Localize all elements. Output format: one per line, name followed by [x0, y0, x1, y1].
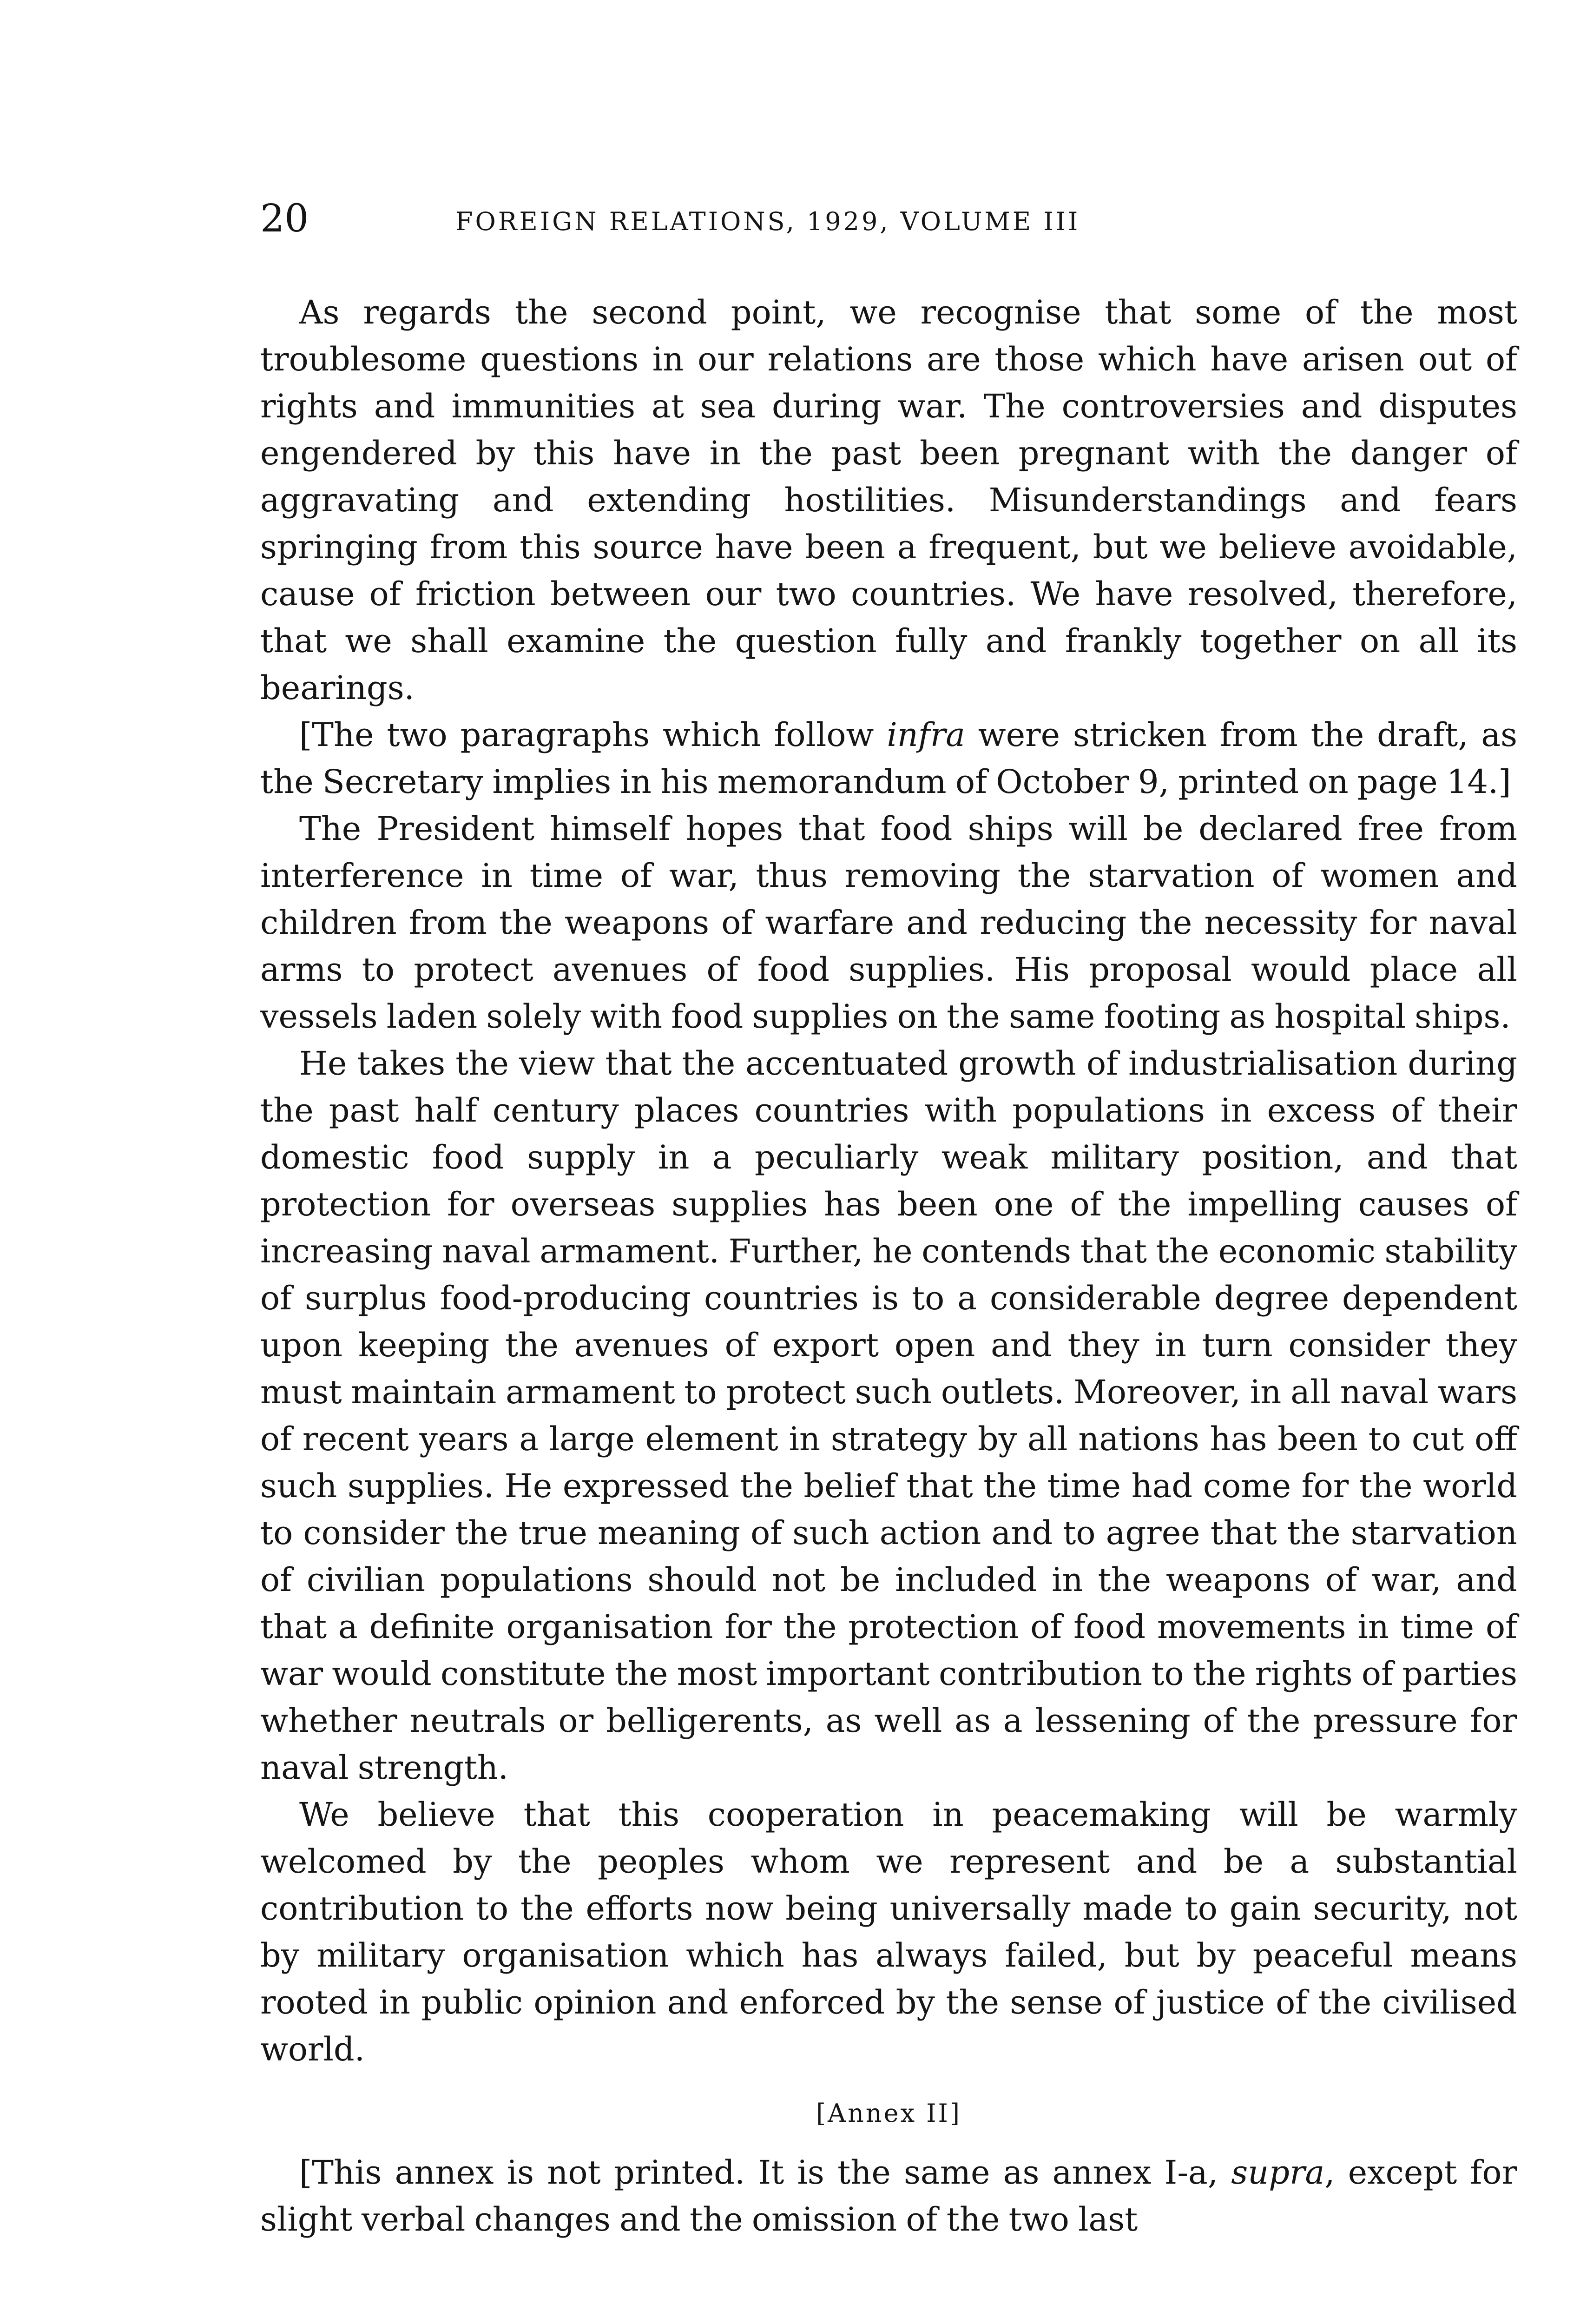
paragraph-peacemaking: We believe that this cooperation in peacemaking will be warmly welcomed by the peoples whom we represent and be a substantial contribution to the efforts now being universally made to gain security, not by military organisation which has always failed, but by peaceful means rooted in public opinion and enforced by the sense of justice of the civilised world.	[260, 1796, 1517, 2068]
paragraph-second-point: As regards the second point, we recognise that some of the most troublesome questions in our relations are those which have arisen out of rights and immunities at sea during war. The controversies and disputes engendered by this have in the past been pregnant with the danger of aggravating and extending hostilities. Misunderstandings and fears springing from this source have been a frequent, but we believe avoidable, cause of friction between our two countries. We have resolved, therefore, that we shall examine the question fully and frankly together on all its bearings.	[260, 293, 1517, 707]
annex-note-text-end: , except for slight verbal changes and the omission of the two last	[260, 2153, 1517, 2238]
editorial-note-text-end: were stricken from the draft, as the Secretary implies in his memorandum of October 9, printed on page 14.]	[260, 716, 1518, 801]
paragraph-annex-note	[260, 2149, 1517, 2243]
page-number: 20	[260, 197, 309, 241]
paragraph-editorial-note	[260, 712, 1517, 805]
running-head: FOREIGN RELATIONS, 1929, VOLUME III	[455, 207, 1080, 236]
annex-note-text-start: [This annex is not printed. It is the same as annex I-a,	[299, 2153, 1231, 2192]
annex-heading: [Annex II]	[816, 2099, 961, 2128]
document-page	[260, 197, 1518, 2243]
page-header	[260, 197, 1517, 256]
editorial-note-text-start: [The two paragraphs which follow	[299, 716, 887, 754]
paragraph-food-ships: The President himself hopes that food ships will be declared free from interference in time of war, thus removing the starvation of women and children from the weapons of warfare and reducing the necessity for naval arms to protect avenues of food supplies. His proposal would place all vessels laden solely with food supplies on the same footing as hospital ships.	[260, 810, 1517, 1036]
editorial-note-italic: infra	[887, 716, 965, 754]
document-body	[260, 289, 1517, 2243]
annex-note-italic: supra	[1231, 2153, 1325, 2192]
paragraph-industrialisation: He takes the view that the accentuated growth of industrialisation during the past half century places countries with populations in excess of their domestic food supply in a peculiarly weak military position, and that protection for overseas supplies has been one of the impelling causes of increasing naval armament. Further, he contends that the economic stability of surplus food-producing countries is to a considerable degree dependent upon keeping the avenues of export open and they in turn consider they must maintain armament to protect such outlets. Moreover, in all naval wars of recent years a large element in strategy by all nations has been to cut off such supplies. He expressed the belief that the time had come for the world to consider the true meaning of such action and to agree that the starvation of civilian populations should not be included in the weapons of war, and that a definite organisation for the protection of food movements in time of war would constitute the most important contribution to the rights of parties whether neutrals or belligerents, as well as a lessening of the pressure for naval strength.	[260, 1044, 1517, 1787]
